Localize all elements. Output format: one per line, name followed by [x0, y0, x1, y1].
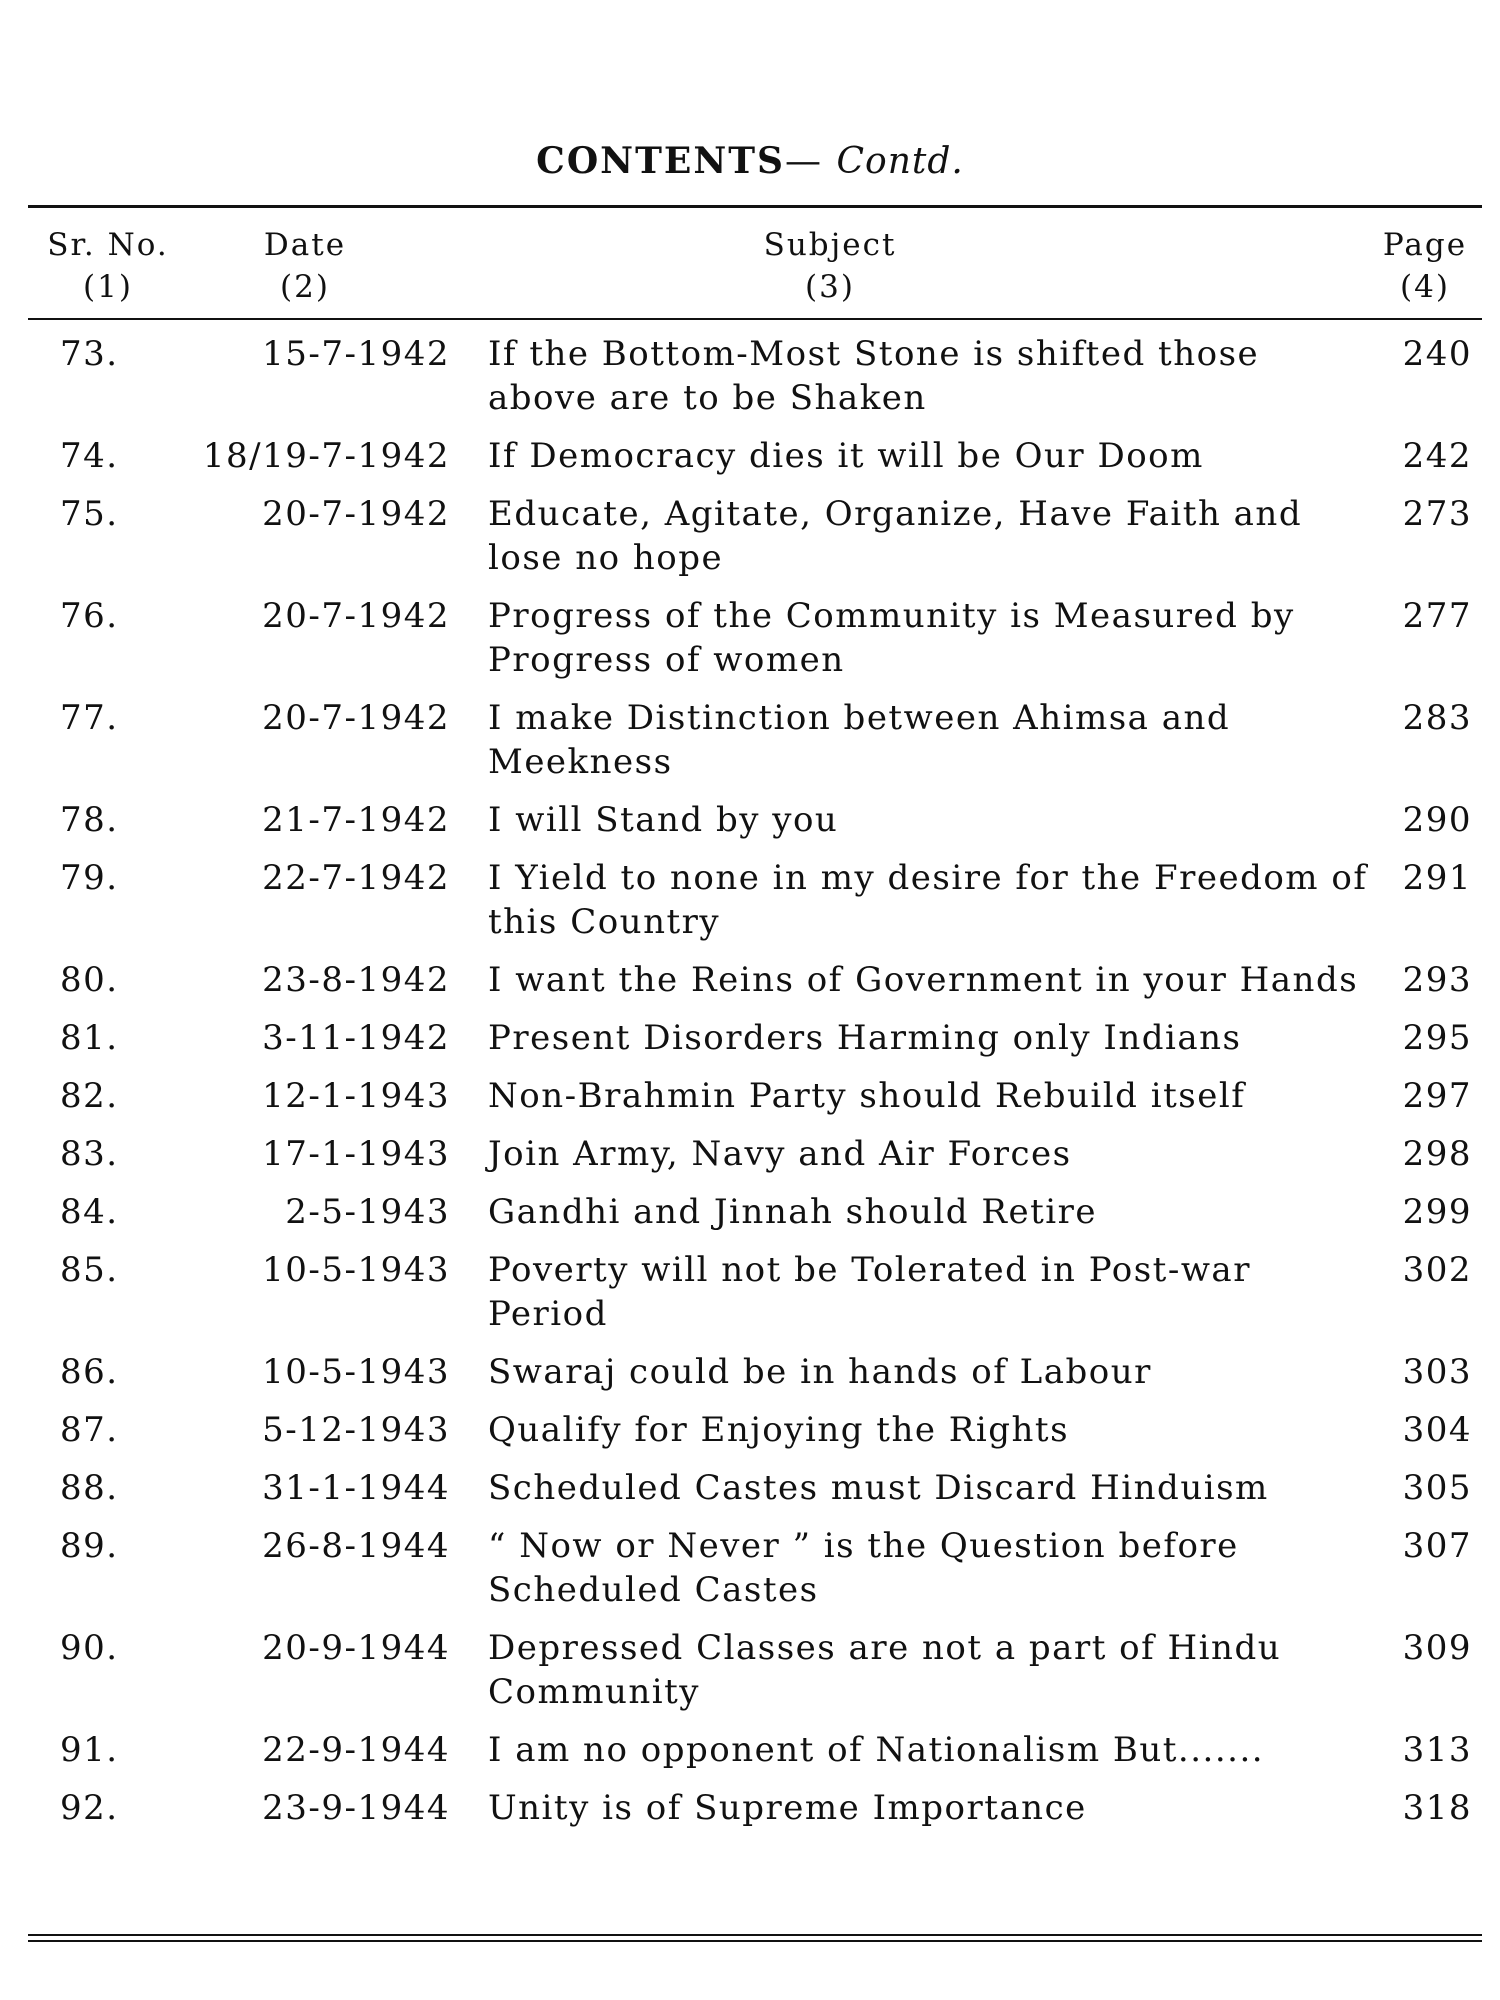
row-subject: Scheduled Castes must Discard Hinduism [488, 1468, 1269, 1508]
column-header-sr-no [28, 224, 188, 308]
table-row [0, 958, 1500, 1002]
row-date: 3-11-1942 [262, 1018, 450, 1058]
row-subject: I want the Reins of Government in your Hands [488, 960, 1359, 1000]
heading-contd: Contd. [836, 141, 964, 182]
row-gap [0, 1452, 1500, 1466]
row-gap [0, 1060, 1500, 1074]
row-date: 18/19-7-1942 [202, 436, 450, 476]
row-page: 240 [1402, 334, 1472, 374]
row-subject: Join Army, Navy and Air Forces [488, 1134, 1072, 1174]
row-gap [0, 682, 1500, 696]
row-sr-no: 73. [60, 334, 119, 374]
row-gap [0, 1772, 1500, 1786]
row-date: 20-7-1942 [262, 494, 450, 534]
row-date: 21-7-1942 [262, 800, 450, 840]
row-sr-no: 85. [60, 1250, 119, 1290]
row-page: 283 [1402, 698, 1472, 738]
row-subject: Swaraj could be in hands of Labour [488, 1352, 1152, 1392]
row-subject: Non-Brahmin Party should Rebuild itself [488, 1076, 1246, 1116]
row-gap [0, 842, 1500, 856]
row-subject: Qualify for Enjoying the Rights [488, 1410, 1070, 1450]
row-sr-no: 74. [60, 436, 119, 476]
row-gap [0, 1118, 1500, 1132]
column-header-label: Sr. No. [47, 227, 169, 263]
row-subject: “ Now or Never ” is the Question before Scheduled Castes [488, 1526, 1239, 1610]
row-subject: Poverty will not be Tolerated in Post-war Period [488, 1250, 1251, 1334]
row-subject: I am no opponent of Nationalism But....... [488, 1730, 1265, 1770]
table-row [0, 798, 1500, 842]
table-row [0, 1016, 1500, 1060]
table-row [0, 1786, 1500, 1830]
table-row [0, 1466, 1500, 1510]
row-page: 291 [1402, 858, 1472, 898]
row-subject: If Democracy dies it will be Our Doom [488, 436, 1204, 476]
row-subject: I Yield to none in my desire for the Freedom of this Country [488, 858, 1368, 942]
table-row [0, 332, 1500, 420]
column-header-date [215, 224, 395, 308]
row-page: 293 [1402, 960, 1472, 1000]
table-row [0, 1728, 1500, 1772]
table-row [0, 1350, 1500, 1394]
table-row [0, 1248, 1500, 1336]
row-page: 290 [1402, 800, 1472, 840]
column-header-number: (4) [1400, 269, 1450, 305]
row-sr-no: 82. [60, 1076, 119, 1116]
row-sr-no: 75. [60, 494, 119, 534]
row-date: 17-1-1943 [262, 1134, 450, 1174]
row-subject: Educate, Agitate, Organize, Have Faith and lose no hope [488, 494, 1303, 578]
table-row [0, 594, 1500, 682]
row-sr-no: 86. [60, 1352, 119, 1392]
page-heading [0, 140, 1500, 182]
row-gap [0, 1612, 1500, 1626]
row-date: 12-1-1943 [262, 1076, 450, 1116]
row-page: 277 [1402, 596, 1472, 636]
header-rule [28, 318, 1482, 320]
row-subject: If the Bottom-Most Stone is shifted those above are to be Shaken [488, 334, 1260, 418]
row-date: 23-9-1944 [262, 1788, 450, 1828]
row-page: 304 [1402, 1410, 1472, 1450]
row-subject: Present Disorders Harming only Indians [488, 1018, 1242, 1058]
row-date: 2-5-1943 [285, 1192, 450, 1232]
row-sr-no: 77. [60, 698, 119, 738]
column-header-number: (2) [280, 269, 330, 305]
table-row [0, 1074, 1500, 1118]
contents-table [0, 332, 1500, 1830]
column-header-label: Subject [763, 227, 897, 263]
row-page: 298 [1402, 1134, 1472, 1174]
table-row [0, 856, 1500, 944]
row-date: 20-7-1942 [262, 698, 450, 738]
row-date: 26-8-1944 [262, 1526, 450, 1566]
row-subject: Gandhi and Jinnah should Retire [488, 1192, 1097, 1232]
table-row [0, 1524, 1500, 1612]
row-gap [0, 1714, 1500, 1728]
row-page: 273 [1402, 494, 1472, 534]
row-date: 23-8-1942 [262, 960, 450, 1000]
row-sr-no: 90. [60, 1628, 119, 1668]
row-date: 5-12-1943 [262, 1410, 450, 1450]
row-sr-no: 80. [60, 960, 119, 1000]
row-sr-no: 79. [60, 858, 119, 898]
row-gap [0, 1510, 1500, 1524]
row-page: 302 [1402, 1250, 1472, 1290]
row-gap [0, 580, 1500, 594]
row-sr-no: 92. [60, 1788, 119, 1828]
column-header-page [1360, 224, 1490, 308]
row-gap [0, 1336, 1500, 1350]
column-header-number: (3) [805, 269, 855, 305]
row-gap [0, 478, 1500, 492]
row-subject: I make Distinction between Ahimsa and Meekness [488, 698, 1231, 782]
row-sr-no: 83. [60, 1134, 119, 1174]
row-page: 307 [1402, 1526, 1472, 1566]
row-gap [0, 784, 1500, 798]
row-subject: Depressed Classes are not a part of Hindu Community [488, 1628, 1282, 1712]
column-header-subject [480, 224, 1180, 308]
column-header-number: (1) [83, 269, 133, 305]
table-row [0, 1626, 1500, 1714]
row-page: 295 [1402, 1018, 1472, 1058]
row-page: 242 [1402, 436, 1472, 476]
row-date: 22-9-1944 [262, 1730, 450, 1770]
row-page: 303 [1402, 1352, 1472, 1392]
row-date: 15-7-1942 [262, 334, 450, 374]
row-sr-no: 78. [60, 800, 119, 840]
row-gap [0, 420, 1500, 434]
row-page: 318 [1402, 1788, 1472, 1828]
heading-title: CONTENTS [536, 140, 786, 182]
row-date: 22-7-1942 [262, 858, 450, 898]
row-subject: I will Stand by you [488, 800, 839, 840]
row-page: 299 [1402, 1192, 1472, 1232]
row-sr-no: 87. [60, 1410, 119, 1450]
row-gap [0, 1234, 1500, 1248]
row-sr-no: 91. [60, 1730, 119, 1770]
row-date: 20-9-1944 [262, 1628, 450, 1668]
bottom-rule [28, 1934, 1482, 1936]
column-header-label: Page [1382, 227, 1468, 263]
table-row [0, 492, 1500, 580]
table-row [0, 1408, 1500, 1452]
row-gap [0, 1002, 1500, 1016]
table-row [0, 696, 1500, 784]
column-header-label: Date [263, 227, 347, 263]
row-date: 20-7-1942 [262, 596, 450, 636]
row-subject: Unity is of Supreme Importance [488, 1788, 1087, 1828]
table-row [0, 1190, 1500, 1234]
row-date: 10-5-1943 [262, 1250, 450, 1290]
row-date: 31-1-1944 [262, 1468, 450, 1508]
table-row [0, 434, 1500, 478]
bottom-rule-double [28, 1940, 1482, 1942]
row-sr-no: 84. [60, 1192, 119, 1232]
row-gap [0, 944, 1500, 958]
row-page: 305 [1402, 1468, 1472, 1508]
heading-dash: — [785, 141, 824, 182]
table-row [0, 1132, 1500, 1176]
row-date: 10-5-1943 [262, 1352, 450, 1392]
row-sr-no: 88. [60, 1468, 119, 1508]
row-sr-no: 76. [60, 596, 119, 636]
row-page: 313 [1402, 1730, 1472, 1770]
row-gap [0, 1394, 1500, 1408]
row-sr-no: 89. [60, 1526, 119, 1566]
row-page: 297 [1402, 1076, 1472, 1116]
row-page: 309 [1402, 1628, 1472, 1668]
top-rule [28, 205, 1482, 208]
row-sr-no: 81. [60, 1018, 119, 1058]
row-subject: Progress of the Community is Measured by Progress of women [488, 596, 1295, 680]
row-gap [0, 1176, 1500, 1190]
